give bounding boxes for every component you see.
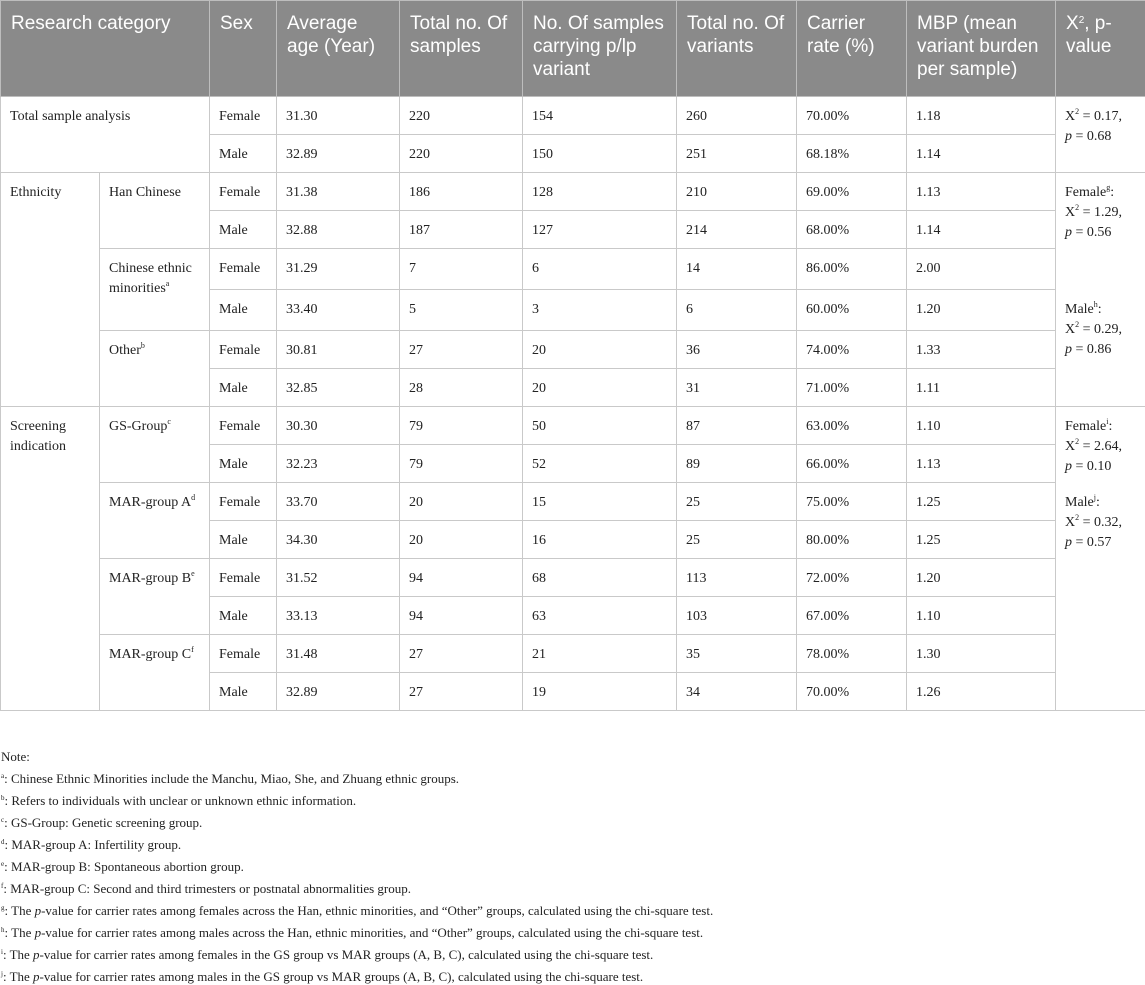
cell-rate: 86.00% [797,249,907,290]
cell-carrying: 63 [523,597,677,635]
cell-rate: 80.00% [797,521,907,559]
cell-mbp: 1.18 [907,97,1056,135]
cell-age: 30.30 [277,407,400,445]
cell-mbp: 1.33 [907,331,1056,369]
header-average-age: Average age (Year) [277,1,400,97]
cell-total: 94 [400,559,523,597]
cell-variants: 36 [677,331,797,369]
table-row [1,331,1145,369]
note-h: $^h$: The p-value for carrier rates among males across the Han, ethnic minorities, and “Other” groups, calculated using the chi-square test. [1,925,703,941]
cell-total: 7 [400,249,523,290]
cell-sex: Female [210,559,277,597]
cell-mbp: 1.11 [907,369,1056,407]
header-row [1,1,1145,97]
chi-male-screening: Male$^j$: $X^2 = 0.32$, p = 0.57 [1056,483,1145,711]
cell-age: 33.13 [277,597,400,635]
note-f: $^f$: MAR-group C: Second and third trimesters or postnatal abnormalities group. [1,881,411,897]
cell-total: 187 [400,211,523,249]
subgroup-han: Han Chinese [100,173,210,249]
cell-total: 20 [400,521,523,559]
cell-mbp: 1.25 [907,521,1056,559]
subgroup-minorities: Chinese ethnic minorities$^a$ [100,249,210,331]
cell-carrying: 3 [523,290,677,331]
cell-carrying: 20 [523,369,677,407]
cell-total: 20 [400,483,523,521]
cell-sex: Male [210,369,277,407]
cell-sex: Male [210,673,277,711]
cell-mbp: 1.30 [907,635,1056,673]
cell-sex: Female [210,635,277,673]
table-row [1,97,1145,135]
cell-age: 31.48 [277,635,400,673]
header-chi-square: $X^2$, p-value [1056,1,1145,97]
note-b: $^b$: Refers to individuals with unclear or unknown ethnic information. [1,793,356,809]
cell-rate: 75.00% [797,483,907,521]
cell-age: 30.81 [277,331,400,369]
note-a: $^a$: Chinese Ethnic Minorities include the Manchu, Miao, She, and Zhuang ethnic groups. [1,771,459,787]
cell-rate: 69.00% [797,173,907,211]
note-c: $^c$: GS-Group: Genetic screening group. [1,815,202,831]
subgroup-gs: GS-Group$^c$ [100,407,210,483]
group-total: Total sample analysis [1,97,210,173]
cell-carrying: 128 [523,173,677,211]
cell-variants: 251 [677,135,797,173]
cell-total: 220 [400,135,523,173]
note-title: Note: [1,749,30,765]
subgroup-mar-c: MAR-group $C^f$ [100,635,210,711]
cell-total: 5 [400,290,523,331]
cell-carrying: 6 [523,249,677,290]
cell-mbp: 1.25 [907,483,1056,521]
cell-variants: 14 [677,249,797,290]
cell-rate: 72.00% [797,559,907,597]
cell-variants: 34 [677,673,797,711]
cell-total: 28 [400,369,523,407]
table-row [1,407,1145,445]
header-total-variants: Total no. Of variants [677,1,797,97]
cell-total: 27 [400,635,523,673]
cell-age: 31.38 [277,173,400,211]
cell-total: 79 [400,407,523,445]
table-row [1,559,1145,597]
cell-sex: Male [210,290,277,331]
table-row [1,635,1145,673]
cell-carrying: 20 [523,331,677,369]
cell-rate: 67.00% [797,597,907,635]
cell-total: 79 [400,445,523,483]
cell-carrying: 50 [523,407,677,445]
cell-mbp: 1.10 [907,407,1056,445]
cell-rate: 60.00% [797,290,907,331]
cell-variants: 260 [677,97,797,135]
header-samples-carrying: No. Of samples carrying p/lp variant [523,1,677,97]
chi-female-ethnicity: Female$^g$: $X^2 = 1.29$, p = 0.56 [1056,173,1145,290]
cell-age: 34.30 [277,521,400,559]
cell-rate: 68.18% [797,135,907,173]
subgroup-other: Other$^b$ [100,331,210,407]
cell-carrying: 150 [523,135,677,173]
cell-total: 27 [400,673,523,711]
cell-variants: 103 [677,597,797,635]
cell-mbp: 1.20 [907,559,1056,597]
table-row [1,483,1145,521]
cell-age: 31.30 [277,97,400,135]
cell-sex: Female [210,407,277,445]
cell-sex: Female [210,249,277,290]
cell-total: 94 [400,597,523,635]
cell-total: 220 [400,97,523,135]
cell-variants: 25 [677,521,797,559]
cell-carrying: 16 [523,521,677,559]
cell-rate: 71.00% [797,369,907,407]
chi-total: $X^2 = 0.17$, p = 0.68 [1056,97,1145,173]
cell-mbp: 1.14 [907,135,1056,173]
cell-age: 32.23 [277,445,400,483]
cell-variants: 31 [677,369,797,407]
cell-variants: 87 [677,407,797,445]
cell-age: 32.89 [277,135,400,173]
cell-mbp: 1.26 [907,673,1056,711]
header-mbp: MBP (mean variant burden per sample) [907,1,1056,97]
cell-sex: Male [210,135,277,173]
cell-variants: 35 [677,635,797,673]
subgroup-mar-b: MAR-group $B^e$ [100,559,210,635]
cell-age: 33.70 [277,483,400,521]
cell-age: 31.52 [277,559,400,597]
header-research-category: Research category [1,1,210,97]
chi-male-ethnicity: Male$^h$: $X^2 = 0.29$, p = 0.86 [1056,290,1145,407]
header-carrier-rate: Carrier rate (%) [797,1,907,97]
cell-carrying: 21 [523,635,677,673]
cell-age: 31.29 [277,249,400,290]
chi-female-screening: Female$^i$: $X^2 = 2.64$, p = 0.10 [1056,407,1145,483]
cell-sex: Male [210,211,277,249]
cell-carrying: 52 [523,445,677,483]
group-screening: Screening indication [1,407,100,711]
cell-carrying: 15 [523,483,677,521]
cell-sex: Male [210,445,277,483]
group-ethnicity: Ethnicity [1,173,100,407]
header-sex: Sex [210,1,277,97]
cell-rate: 74.00% [797,331,907,369]
cell-mbp: 1.10 [907,597,1056,635]
header-total-samples: Total no. Of samples [400,1,523,97]
cell-rate: 70.00% [797,97,907,135]
cell-mbp: 1.20 [907,290,1056,331]
cell-age: 32.88 [277,211,400,249]
cell-sex: Male [210,521,277,559]
note-j: $^j$: The p-value for carrier rates among males in the GS group vs MAR groups (A, B, C), calculated using the chi-square test. [1,969,643,985]
note-d: $^d$: MAR-group A: Infertility group. [1,837,181,853]
cell-sex: Female [210,483,277,521]
cell-sex: Male [210,597,277,635]
cell-rate: 70.00% [797,673,907,711]
cell-sex: Female [210,173,277,211]
cell-variants: 25 [677,483,797,521]
cell-variants: 89 [677,445,797,483]
cell-variants: 210 [677,173,797,211]
cell-total: 27 [400,331,523,369]
cell-sex: Female [210,97,277,135]
cell-rate: 68.00% [797,211,907,249]
cell-age: 32.89 [277,673,400,711]
cell-rate: 63.00% [797,407,907,445]
note-g: $^g$: The p-value for carrier rates among females across the Han, ethnic minorities, and “Other” groups, calculated using the chi-square test. [1,903,713,919]
cell-carrying: 154 [523,97,677,135]
cell-mbp: 2.00 [907,249,1056,290]
note-e: $^e$: MAR-group B: Spontaneous abortion group. [1,859,244,875]
cell-age: 33.40 [277,290,400,331]
cell-rate: 66.00% [797,445,907,483]
cell-mbp: 1.14 [907,211,1056,249]
cell-variants: 113 [677,559,797,597]
table-row [1,249,1145,290]
cell-mbp: 1.13 [907,173,1056,211]
note-i: $^i$: The p-value for carrier rates among females in the GS group vs MAR groups (A, B, C), calculated using the chi-square test. [1,947,653,963]
cell-rate: 78.00% [797,635,907,673]
cell-carrying: 19 [523,673,677,711]
cell-variants: 6 [677,290,797,331]
cell-sex: Female [210,331,277,369]
subgroup-mar-a: MAR-group $A^d$ [100,483,210,559]
table-row [1,173,1145,211]
cell-age: 32.85 [277,369,400,407]
cell-total: 186 [400,173,523,211]
cell-variants: 214 [677,211,797,249]
cell-mbp: 1.13 [907,445,1056,483]
cell-carrying: 68 [523,559,677,597]
cell-carrying: 127 [523,211,677,249]
